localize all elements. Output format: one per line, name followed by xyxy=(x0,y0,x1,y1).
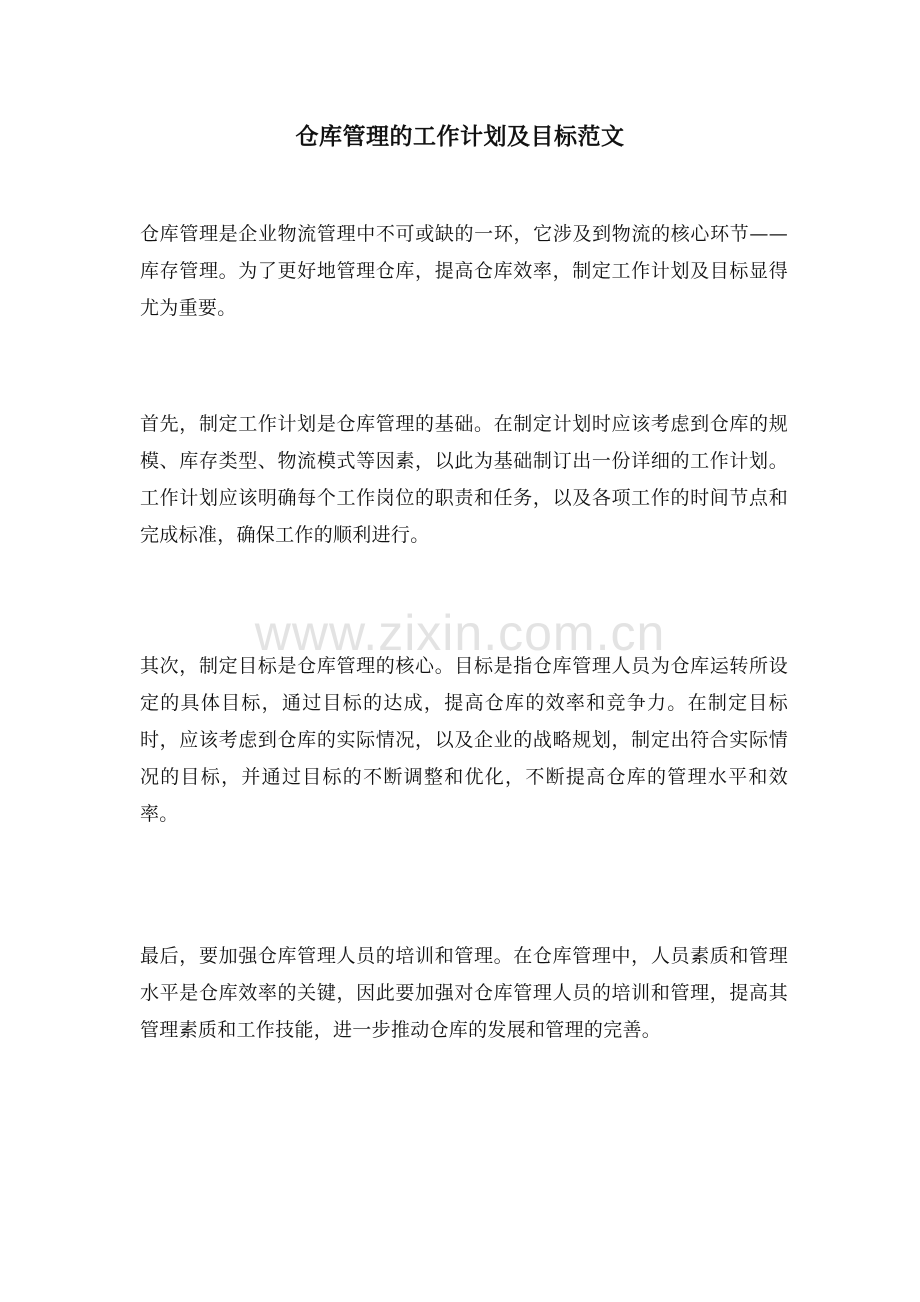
paragraph-training: 最后，要加强仓库管理人员的培训和管理。在仓库管理中，人员素质和管理水平是仓库效率的关键，因此要加强对仓库管理人员的培训和管理，提高其管理素质和工作技能，进一步推动仓库的发展和管理的完善。 xyxy=(140,945,788,1041)
paragraph-goals: 其次，制定目标是仓库管理的核心。目标是指仓库管理人员为仓库运转所设定的具体目标，通过目标的达成，提高仓库的效率和竞争力。在制定目标时，应该考虑到仓库的实际情况，以及企业的战略规划，制定出符合实际情况的目标，并通过目标的不断调整和优化，不断提高仓库的管理水平和效率。 xyxy=(140,655,788,825)
paragraph-work-plan: 首先，制定工作计划是仓库管理的基础。在制定计划时应该考虑到仓库的规模、库存类型、物流模式等因素，以此为基础制订出一份详细的工作计划。工作计划应该明确每个工作岗位的职责和任务，以及各项工作的时间节点和完成标准，确保工作的顺利进行。 xyxy=(140,413,788,546)
paragraph-intro: 仓库管理是企业物流管理中不可或缺的一环，它涉及到物流的核心环节——库存管理。为了更好地管理仓库，提高仓库效率，制定工作计划及目标显得尤为重要。 xyxy=(140,223,788,319)
watermark: www.zixin.com.cn xyxy=(254,605,666,661)
document-title: 仓库管理的工作计划及目标范文 xyxy=(295,123,625,150)
